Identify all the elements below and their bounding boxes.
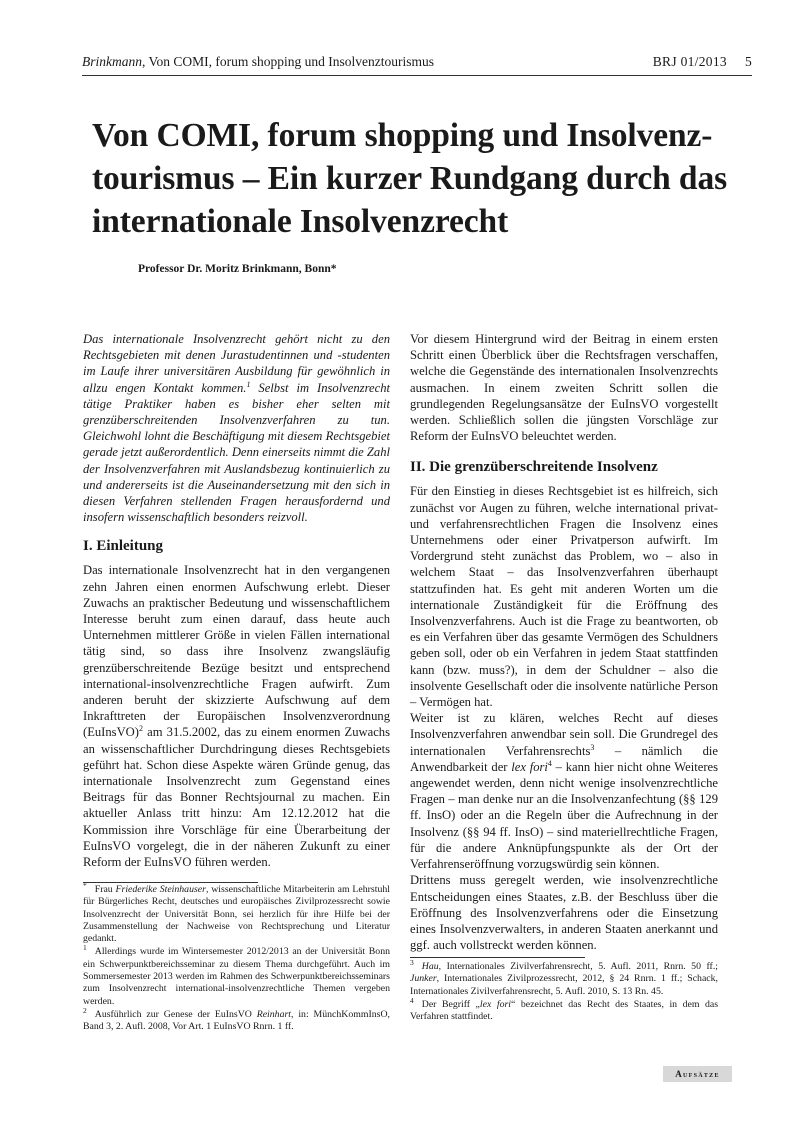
running-header — [82, 53, 752, 76]
section-heading-2: II. Die grenzüberschreitende Insolvenz — [410, 459, 658, 476]
lex-fori-term: lex fori — [511, 759, 548, 774]
header-running-title: , Von COMI, forum shopping und Insolvenztourismus — [142, 54, 435, 69]
section1-text-cont: am 31.5.2002, das zu einem enormen Zuwachs an wissenschaftlicher Durchdringung dieses Rechtsgebiets geführt hat. Schon diese Aspekte wären Gründe genug, das internationale Insolvenzrecht zum Gegenstand eines Beitrags für das Bonner Rechtsjournal zu machen. Ein aktueller Anlass tritt hinzu: Am 12.12.2012 hat die Kommission ihre Vorschläge für eine Überarbeitung der EuInsVO vorgelegt, die in der näheren Zukunft zu einer Reform der EuInsVO führen werden. — [83, 725, 390, 870]
abstract-text: Das internationale Insolvenzrecht gehört nicht zu den Rechtsgebieten mit denen Jurastudentinnen und -studenten im Laufe ihrer universitären Ausbildung für gewöhnlich in allzu engen Kontakt kommen. — [83, 332, 390, 395]
footnote-text-cont: , Internationales Zivilprozessrecht, 2012, § 24 Rnrn. 1 ff.; Schack, Internationales Zivilverfahrensrecht, 5. Aufl. 2010, S. 13 Rn. 45. — [410, 973, 718, 997]
footnote — [410, 995, 719, 1024]
footnote-italic: lex fori — [479, 998, 512, 1010]
author-line: Professor Dr. Moritz Brinkmann, Bonn* — [138, 263, 337, 275]
section1-paragraph — [83, 562, 390, 870]
section2-paragraph-3: Drittens muss geregelt werden, wie insolvenzrechtliche Entscheidungen eines Staates, z.B. der Beschluss über die Eröffnung des Insolvenzverfahrens oder die Einsetzung eines Insolvenzverwalters, in anderen Staaten anerkannt und ggf. auch vollstreckt werden können. — [410, 873, 718, 953]
header-author: Brinkmann — [82, 54, 142, 69]
section-tag: Aufsätze — [663, 1066, 732, 1082]
footnote-italic: Hau — [421, 961, 439, 972]
left-column — [83, 331, 390, 870]
journal-issue: BRJ 01/2013 — [652, 54, 727, 69]
footnote-ref-3: 3 — [590, 742, 595, 752]
p2-text-a: Weiter ist zu klären, welches Recht auf dieses Insolvenzverfahren anwendbar sein soll. Die Grundregel des internationalen Verfahrensrechts — [410, 711, 718, 758]
abstract — [83, 331, 390, 525]
footnote-text: Der Begriff „ — [421, 998, 480, 1010]
footnote-text: Ausführlich zur Genese der EuInsVO — [94, 1008, 257, 1020]
footnote-mark: 1 — [83, 943, 87, 953]
footnote-mark: 3 — [410, 957, 414, 967]
footnote-text-cont: “ bezeichnet das Recht des Staates, in dem das Verfahren stattfindet. — [410, 998, 719, 1023]
footnote-mark: 4 — [410, 995, 414, 1005]
abstract-text-cont: Selbst im Insolvenzrecht tätige Praktiker haben es bisher eher selten mit grenzüberschreitenden Insolvenzverfahren zu tun. Gleichwohl lohnt die Beschäftigung mit diesem Rechtsgebiet gerade jetzt außerordentlich. Denn einerseits nimmt die Zahl der Insolvenzverfahren mit Auslandsbezug kontinuierlich zu und andererseits ist die Auseinandersetzung mit den sich in diesen Verfahren stellenden Fragen herausfordernd und insofern wissenschaftlich besonders reizvoll. — [83, 380, 390, 525]
footnote-rule-right — [410, 957, 585, 958]
footnote-italic: Reinhart — [256, 1008, 292, 1020]
footnote-text: Allerdings wurde im Wintersemester 2012/2013 an der Universität Bonn ein Schwerpunktbereichsseminar zu diesem Thema durchgeführt. Auch im Sommersemester 2013 werden im Rahmen des Schwerpunktbereichsseminars zum Insolvenzrecht international-insolvenzrechtliche Themen vergeben werden. — [83, 946, 390, 1007]
footnote-text-cont: , Internationales Zivilverfahrensrecht, 5. Aufl. 2011, Rnrn. 50 ff.; — [438, 961, 718, 972]
footnote-ref-2: 2 — [138, 724, 143, 734]
page-number: 5 — [744, 54, 752, 69]
section1-text: Das internationale Insolvenzrecht hat in den vergangenen zehn Jahren einen enormen Aufschwung erlebt. Dieser Zuwachs an praktischer Bedeutung und wissenschaftlichem Interesse beruht zum einen darauf, dass heute auch Unternehmen mittlerer Größe in vielen Fällen international tätig sind, so dass ihre Insolvenz zwangsläufig grenzüberschreitende Bezüge besitzt und entsprechend international-insolvenzrechtliche Fragen aufwirft. Zum anderen beruht der skizzierte Aufschwung auf dem Inkrafttreten der Europäischen Insolvenzverordnung (EuInsVO) — [83, 563, 390, 740]
section2-paragraph-1: Für den Einstieg in dieses Rechtsgebiet ist es hilfreich, sich zunächst vor Augen zu führen, welche international privat- und verfahrensrechtlichen Fragen die Insolvenz eines Unternehmens oder einer Privatperson aufwirft. Im Vordergrund steht zunächst das Problem, wo – also in welchem Staat – das Insolvenzverfahren überhaupt stattzufinden hat. Es geht mit anderen Worten um die internationale Zuständigkeit für die Eröffnung des Insolvenzverfahrens. Auch ist die Frage zu beantworten, ob es ein Verfahren über das gesamte Vermögen des Schuldners geben soll, oder ob ein Verfahren in jedem Staat stattfinden kann (bzw. muss?), in dem der Schuldner – also die insolvente Gesellschaft oder die insolvente natürliche Person – Vermögen hat. — [410, 484, 718, 710]
header-left — [82, 54, 434, 70]
right-column — [410, 331, 718, 953]
intro-paragraph: Vor diesem Hintergrund wird der Beitrag in einem ersten Schritt einen Überblick über die Rechtsfragen verschaffen, welche die Gegenstände des internationalen Insolvenzrechts ausmachen. In einem zweiten Schritt sollen die grundlegenden Regelungsansätze der EuInsVO vorgestellt werden. Schließlich sollen die jüngsten Vorschläge zur Reform der EuInsVO beleuchtet werden. — [410, 332, 718, 444]
footnote-text-cont: , wissenschaftliche Mitarbeiterin am Lehrstuhl für Bürgerliches Recht, deutsches und europäisches Zivilprozessrecht sowie Insolvenzrecht der Universität Bonn, sei herzlich für ihre Hilfe bei der Zusammenstellung der Nachweise von Rechtsprechung und Literatur gedankt. — [83, 884, 390, 945]
footnote-ref-4: 4 — [547, 758, 552, 768]
footnote-mark: * — [83, 880, 87, 890]
footnote-text: Frau — [94, 884, 116, 895]
footnote-text-cont: , in: MünchKommInsO, Band 3, 2. Aufl. 2008, Vor Art. 1 EuInsVO Rnrn. 1 ff. — [83, 1008, 390, 1033]
article-title: Von COMI, forum shopping und Insolvenz-tourismus – Ein kurzer Rundgang durch das internationale Insolvenzrecht — [92, 117, 728, 240]
footnotes-left — [83, 880, 390, 1035]
p2-text-c: – kann hier nicht ohne Weiteres angewendet werden, denn nicht wenige insolvenzrechtliche Fragen – man denke nur an die Insolvenzanfechtung (§§ 129 ff. InsO) oder an die Regeln über die Aufrechnung in der Insolvenz (§§ 94 ff. InsO) – sind materiellrechtliche Fragen, für die andere Anknüpfungspunkte als der Ort der Verfahrenseröffnung vorzugswürdig sein können. — [410, 759, 718, 872]
footnote — [83, 943, 390, 1007]
footnote-rule-left — [83, 882, 258, 883]
section2-paragraph-2 — [410, 710, 718, 872]
section-heading-1: I. Einleitung — [83, 538, 164, 555]
footnote — [83, 880, 390, 945]
footnote-mark: 2 — [83, 1005, 87, 1015]
p2-text-b: – nämlich die Anwendbarkeit der — [410, 743, 718, 774]
header-right — [653, 54, 752, 70]
footnote-italic: Friederike Steinhauser — [115, 884, 206, 895]
footnotes-right — [410, 957, 719, 1024]
footnote — [410, 957, 718, 998]
footnote-ref-1: 1 — [246, 379, 251, 389]
footnote-italic: Junker — [410, 973, 437, 985]
footnote — [83, 1005, 390, 1034]
